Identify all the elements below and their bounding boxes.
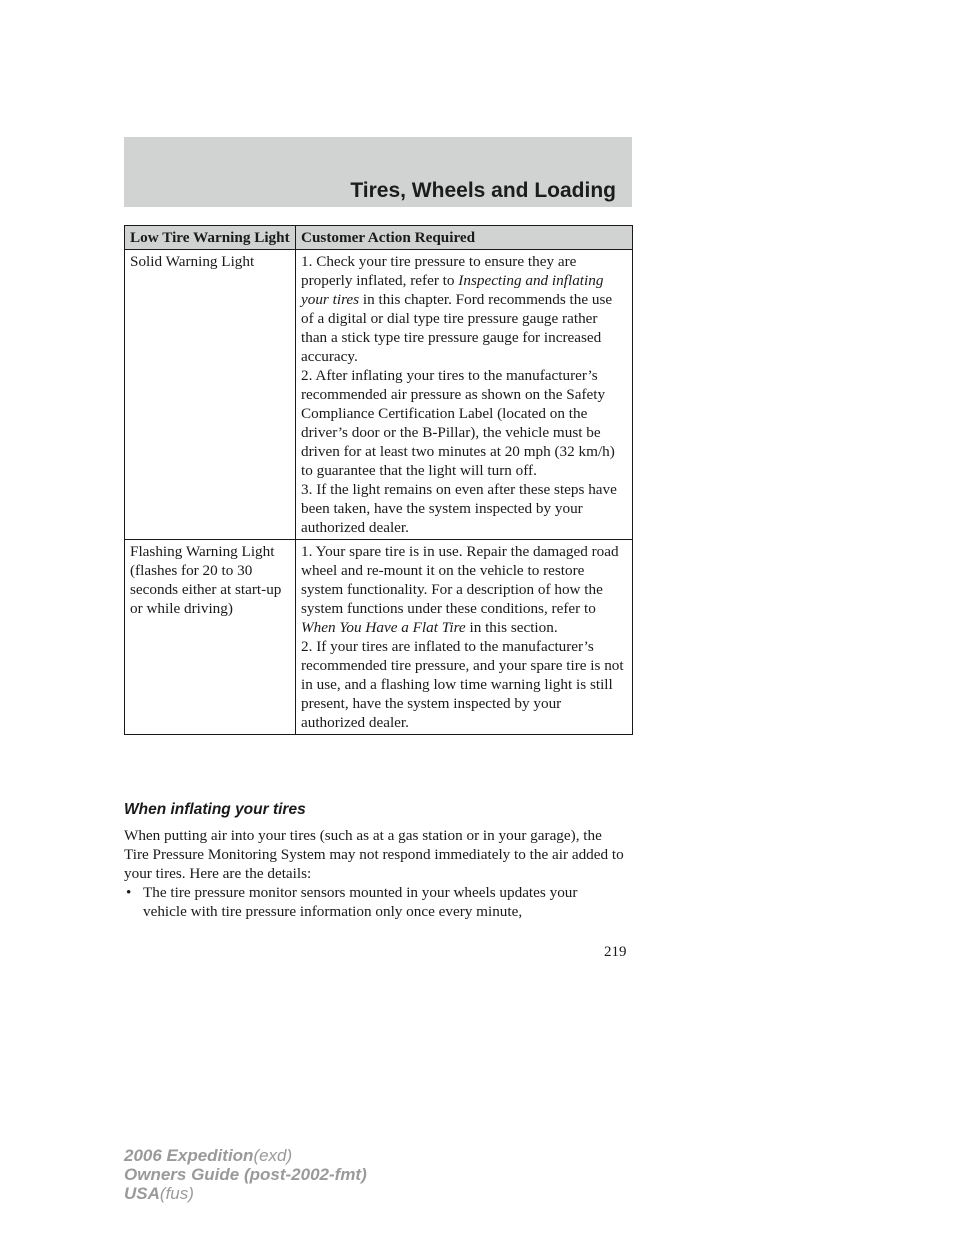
section-heading: When inflating your tires <box>124 801 306 818</box>
list-item-text: The tire pressure monitor sensors mounted in your wheels updates your vehicle with tire pressure information only once every minute, <box>143 884 578 920</box>
footer-code: (fus) <box>159 1184 194 1203</box>
cross-reference-link[interactable]: When You Have a Flat Tire <box>301 619 466 636</box>
cross-reference-link[interactable]: Inspecting and inflating your tires <box>301 272 604 308</box>
action-step <box>301 252 627 366</box>
action-step: 2. After inflating your tires to the manufacturer’s recommended air pressure as shown on the Safety Compliance Certification Label (located on the driver’s door or the B-Pillar), the vehicle must be driven for at least two minutes at 20 mph (32 km/h) to guarantee that the light will turn off. <box>301 367 615 479</box>
list-item <box>124 883 624 921</box>
action-cell <box>296 250 633 540</box>
header-band <box>124 137 632 207</box>
footer-line <box>124 1165 367 1184</box>
table-row <box>125 250 633 540</box>
action-step: 2. If your tires are inflated to the manufacturer’s recommended tire pressure, and your spare tire is not in use, and a flashing low time warning light is still present, have the system inspected by your authorized dealer. <box>301 638 624 731</box>
action-text: in this chapter. Ford recommends the use of a digital or dial type tire pressure gauge rather than a stick type tire pressure gauge for increased accuracy. <box>301 291 613 365</box>
page-number: 219 <box>604 944 627 960</box>
action-cell <box>296 540 633 735</box>
table-header-row <box>125 226 633 250</box>
action-text: 1. Check your tire pressure to ensure they are properly inflated, refer to <box>301 253 577 289</box>
bullet-icon: • <box>126 884 132 901</box>
footer-label <box>124 1146 367 1203</box>
footer-market: USA <box>124 1184 160 1203</box>
warning-light-cell: Flashing Warning Light (flashes for 20 to 30 seconds either at start-up or while driving) <box>125 540 296 735</box>
chapter-title: Tires, Wheels and Loading <box>350 179 616 202</box>
action-step <box>301 542 627 637</box>
column-header-light: Low Tire Warning Light <box>125 226 296 250</box>
footer-line <box>124 1184 367 1203</box>
warning-light-table <box>124 225 633 735</box>
footer-guide: Owners Guide (post-2002-fmt) <box>124 1165 367 1184</box>
column-header-action: Customer Action Required <box>296 226 633 250</box>
action-text: in this section. <box>465 619 558 636</box>
section-paragraph: When putting air into your tires (such as at a gas station or in your garage), the Tire Pressure Monitoring System may not respond immediately to the air added to your tires. Here are the details: <box>124 827 624 882</box>
footer-code: (exd) <box>253 1146 293 1165</box>
warning-light-cell: Solid Warning Light <box>125 250 296 540</box>
table-row <box>125 540 633 735</box>
action-text: 1. Your spare tire is in use. Repair the damaged road wheel and re-mount it on the vehicle to restore system functionality. For a description of how the system functions under these conditions, refer to <box>301 543 619 617</box>
footer-model: 2006 Expedition <box>124 1146 254 1165</box>
footer-line <box>124 1146 367 1165</box>
action-step: 3. If the light remains on even after these steps have been taken, have the system inspected by your authorized dealer. <box>301 481 617 536</box>
